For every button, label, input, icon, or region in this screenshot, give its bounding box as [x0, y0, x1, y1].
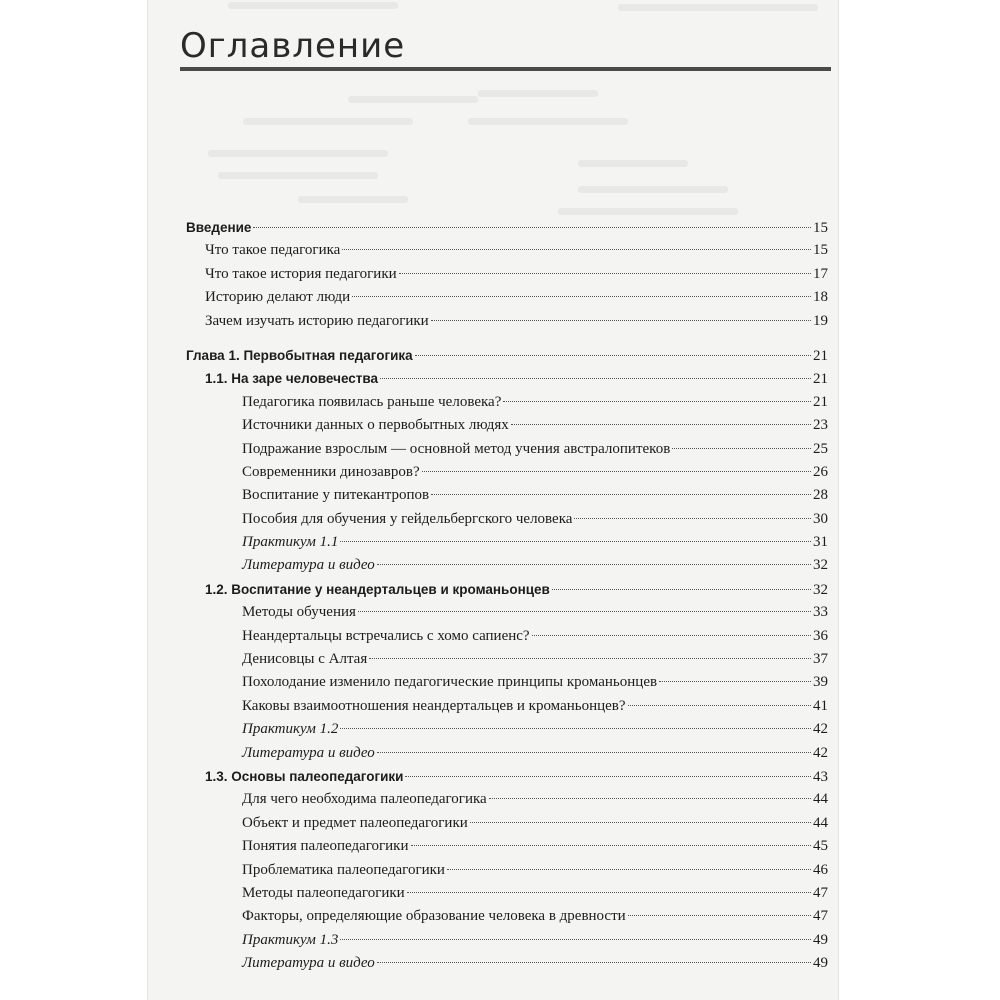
dot-leader — [431, 320, 811, 321]
toc-entry-label: Методы палеопедагогики — [242, 884, 405, 901]
toc-entry-practicum — [186, 531, 828, 554]
toc-entry-label: Методы обучения — [242, 604, 356, 621]
toc-entry-page: 32 — [813, 557, 828, 574]
toc-entry-page: 44 — [813, 791, 828, 808]
toc-entry-page: 44 — [813, 814, 828, 831]
toc-entry-page: 47 — [813, 884, 828, 901]
toc-entry-page: 37 — [813, 651, 828, 668]
toc-entry-chapter-1 — [186, 344, 828, 367]
toc-entry — [186, 695, 828, 718]
dot-leader — [447, 869, 811, 870]
dot-leader — [342, 249, 811, 250]
toc-entry — [186, 671, 828, 694]
dot-leader — [399, 273, 811, 274]
toc-entry-section-1-1 — [186, 367, 828, 390]
toc-entry-practicum — [186, 718, 828, 741]
toc-entry-label: Для чего необходима палеопедагогика — [242, 791, 487, 808]
toc-entry-label: Объект и предмет палеопедагогики — [242, 814, 468, 831]
toc-entry-section-1-2 — [186, 578, 828, 601]
toc-entry — [186, 882, 828, 905]
toc-entry — [186, 239, 828, 262]
toc-entry-label: Введение — [186, 220, 252, 235]
toc-entry-page: 49 — [813, 931, 828, 948]
dot-leader — [511, 424, 811, 425]
toc-entry-label: Неандертальцы встречались с хомо сапиенс? — [242, 627, 530, 644]
dot-leader — [340, 939, 811, 940]
toc-entry-literature — [186, 742, 828, 765]
toc-entry — [186, 484, 828, 507]
dot-leader — [369, 658, 811, 659]
toc-entry — [186, 310, 828, 333]
toc-entry — [186, 263, 828, 286]
dot-leader — [503, 401, 811, 402]
toc-entry — [186, 812, 828, 835]
toc-entry-page: 15 — [813, 242, 828, 259]
dot-leader — [411, 845, 811, 846]
toc-entry-page: 43 — [813, 768, 828, 785]
toc-entry-page: 23 — [813, 417, 828, 434]
toc-entry — [186, 286, 828, 309]
toc-entry-label: Глава 1. Первобытная педагогика — [186, 347, 413, 363]
dot-leader — [659, 681, 811, 682]
dot-leader — [380, 378, 811, 379]
toc-entry-label: Проблематика палеопедагогики — [242, 861, 445, 878]
toc-entry-label: Историю делают люди — [205, 289, 351, 306]
toc-entry-page: 17 — [813, 265, 828, 282]
toc-entry-label: 1.1. На заре человечества — [205, 371, 379, 387]
toc-entry — [186, 859, 828, 882]
toc-entry-page: 41 — [813, 697, 828, 714]
dot-leader — [377, 564, 811, 565]
toc-entry-page: 25 — [813, 440, 828, 457]
toc-entry — [186, 788, 828, 811]
dot-leader — [628, 915, 811, 916]
toc-entry-page: 26 — [813, 463, 828, 480]
dot-leader — [405, 776, 811, 777]
toc-entry-page: 30 — [813, 510, 828, 527]
table-of-contents — [186, 216, 828, 976]
toc-entry-page: 15 — [813, 220, 828, 236]
dot-leader — [407, 892, 811, 893]
dot-leader — [340, 728, 811, 729]
toc-entry-page: 45 — [813, 838, 828, 855]
toc-entry-page: 49 — [813, 955, 828, 972]
toc-entry-label: Педагогика появилась раньше человека? — [242, 393, 502, 410]
toc-entry-intro — [186, 216, 828, 239]
toc-entry-label: Литература и видео — [242, 557, 375, 574]
toc-entry-label: Что такое история педагогики — [205, 265, 397, 282]
toc-entry-practicum — [186, 929, 828, 952]
toc-entry-page: 42 — [813, 721, 828, 738]
title-rule — [180, 67, 831, 71]
toc-entry — [186, 461, 828, 484]
dot-leader — [470, 822, 811, 823]
dot-leader — [377, 752, 811, 753]
toc-entry-page: 28 — [813, 487, 828, 504]
toc-entry-label: Практикум 1.2 — [242, 721, 339, 738]
toc-entry-page: 47 — [813, 908, 828, 925]
book-page — [148, 0, 838, 1000]
toc-entry — [186, 438, 828, 461]
dot-leader — [253, 227, 811, 228]
toc-entry-page: 18 — [813, 289, 828, 306]
toc-entry-label: 1.2. Воспитание у неандертальцев и кроманьонцев — [205, 581, 550, 597]
toc-entry-label: Каковы взаимоотношения неандертальцев и кроманьонцев? — [242, 697, 626, 714]
dot-leader — [532, 635, 811, 636]
toc-entry-label: Источники данных о первобытных людях — [242, 417, 509, 434]
toc-entry-label: Зачем изучать историю педагогики — [205, 312, 429, 329]
dot-leader — [489, 798, 811, 799]
toc-entry-label: Подражание взрослым — основной метод учения австралопитеков — [242, 440, 671, 457]
toc-entry-page: 46 — [813, 861, 828, 878]
toc-entry-label: Денисовцы с Алтая — [242, 651, 368, 668]
toc-entry — [186, 508, 828, 531]
dot-leader — [672, 448, 811, 449]
toc-entry — [186, 391, 828, 414]
toc-entry — [186, 625, 828, 648]
dot-leader — [352, 296, 811, 297]
toc-entry-label: Практикум 1.3 — [242, 931, 339, 948]
dot-leader — [377, 962, 811, 963]
dot-leader — [552, 589, 811, 590]
toc-entry-literature — [186, 554, 828, 577]
toc-entry-page: 42 — [813, 744, 828, 761]
toc-entry — [186, 835, 828, 858]
toc-entry-page: 39 — [813, 674, 828, 691]
dot-leader — [574, 518, 811, 519]
dot-leader — [415, 355, 811, 356]
toc-entry-label: Похолодание изменило педагогические принципы кроманьонцев — [242, 674, 658, 691]
dot-leader — [431, 494, 811, 495]
toc-entry-label: Воспитание у питекантропов — [242, 487, 430, 504]
toc-entry — [186, 601, 828, 624]
toc-entry-page: 21 — [813, 347, 828, 364]
toc-title: Оглавление — [180, 26, 406, 66]
toc-entry-label: Практикум 1.1 — [242, 534, 339, 551]
toc-entry-page: 19 — [813, 312, 828, 329]
toc-entry-page: 33 — [813, 604, 828, 621]
toc-entry — [186, 648, 828, 671]
toc-entry-label: Литература и видео — [242, 955, 375, 972]
dot-leader — [422, 471, 811, 472]
dot-leader — [340, 541, 811, 542]
dot-leader — [358, 611, 811, 612]
toc-entry-label: Пособия для обучения у гейдельбергского человека — [242, 510, 573, 527]
dot-leader — [628, 705, 811, 706]
toc-entry-section-1-3 — [186, 765, 828, 788]
toc-entry — [186, 414, 828, 437]
toc-entry-label: Факторы, определяющие образование человека в древности — [242, 908, 626, 925]
toc-entry-label: Что такое педагогика — [205, 242, 341, 259]
toc-entry-label: Литература и видео — [242, 744, 375, 761]
toc-entry-page: 36 — [813, 627, 828, 644]
toc-entry-page: 21 — [813, 393, 828, 410]
toc-entry-label: Современники динозавров? — [242, 463, 420, 480]
toc-entry — [186, 905, 828, 928]
toc-entry-page: 32 — [813, 581, 828, 598]
toc-entry-page: 31 — [813, 534, 828, 551]
toc-entry-label: Понятия палеопедагогики — [242, 838, 409, 855]
toc-entry-label: 1.3. Основы палеопедагогики — [205, 768, 404, 784]
toc-entry-page: 21 — [813, 371, 828, 388]
toc-entry-literature — [186, 952, 828, 975]
